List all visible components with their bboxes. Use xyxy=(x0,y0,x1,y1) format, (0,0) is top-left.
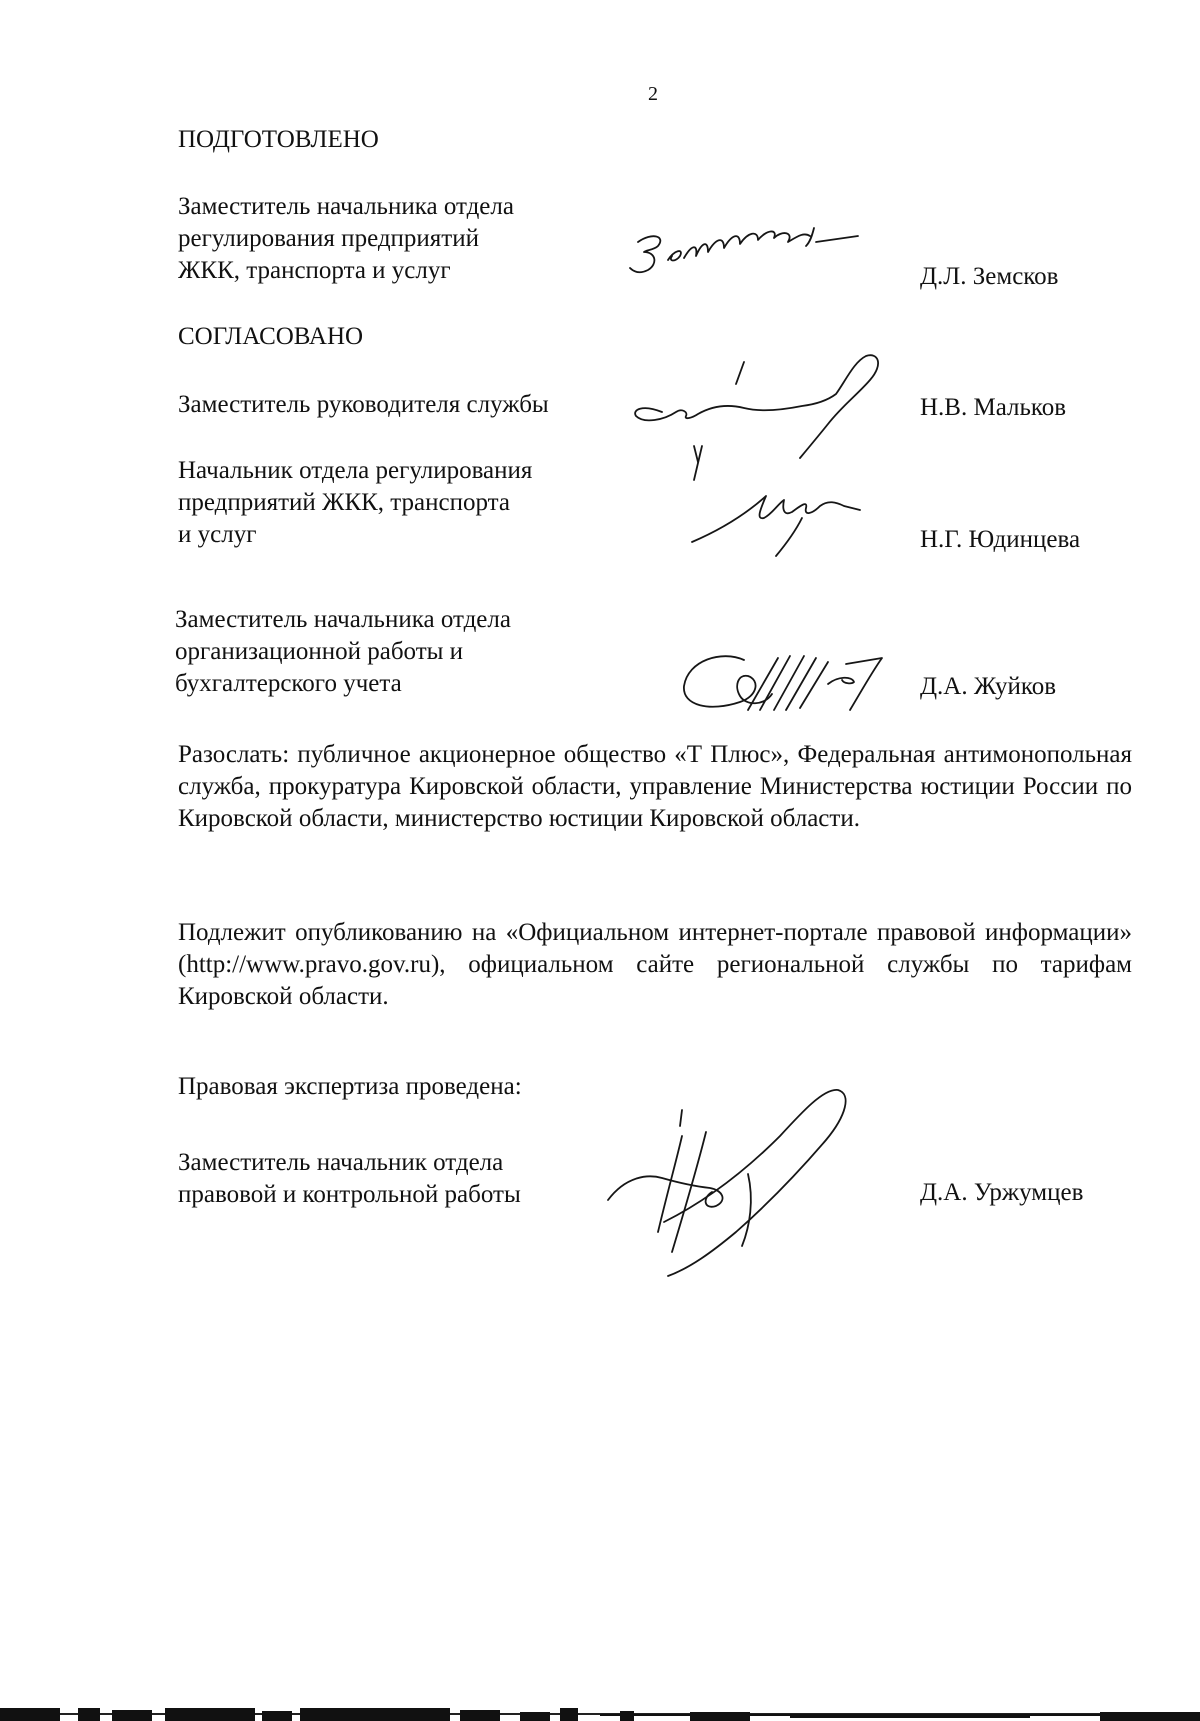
signature-urzhumtsev xyxy=(598,1082,898,1282)
legal-review-position xyxy=(178,1147,521,1211)
position-line: Заместитель начальника отдела xyxy=(178,193,514,220)
signer-3-position xyxy=(175,604,511,700)
position-line: бухгалтерского учета xyxy=(175,670,402,697)
signer-2-name: Н.Г. Юдинцева xyxy=(920,526,1081,553)
position-line: Заместитель руководителя службы xyxy=(178,391,549,418)
signer-3-name: Д.А. Жуйков xyxy=(920,673,1057,700)
signer-1-position xyxy=(178,389,549,421)
legal-review-name: Д.А. Уржумцев xyxy=(920,1179,1084,1206)
position-line: предприятий ЖКК, транспорта xyxy=(178,489,510,516)
position-line: Заместитель начальника отдела xyxy=(175,606,511,633)
scan-edge-artifact xyxy=(0,1708,1200,1721)
position-line: регулирования предприятий xyxy=(178,225,479,252)
legal-review-heading: Правовая экспертиза проведена: xyxy=(178,1073,522,1100)
signature-zhuikov xyxy=(682,650,882,720)
position-line: и услуг xyxy=(178,521,257,548)
signature-yudintseva xyxy=(690,444,870,564)
distribution-paragraph: Разослать: публичное акционерное общество «Т Плюс», Федеральная антимонопольная служба, прокуратура Кировской области, управление Министерства юстиции России по Кировской области, министерство юстиции Кировской области. xyxy=(178,741,1132,832)
publication-paragraph: Подлежит опубликованию на «Официальном интернет-портале правовой информации» (http://www.pravo.gov.ru), официальном сайте региональной службы по тарифам Кировской области. xyxy=(178,919,1132,1010)
position-line: Заместитель начальник отдела xyxy=(178,1149,504,1176)
position-line: Начальник отдела регулирования xyxy=(178,457,533,484)
position-line: ЖКК, транспорта и услуг xyxy=(178,257,451,284)
page-number: 2 xyxy=(648,83,658,105)
prepared-heading: ПОДГОТОВЛЕНО xyxy=(178,126,379,153)
prepared-name: Д.Л. Земсков xyxy=(920,263,1059,290)
signer-1-name: Н.В. Мальков xyxy=(920,394,1067,421)
position-line: правовой и контрольной работы xyxy=(178,1181,521,1208)
signer-2-position xyxy=(178,455,532,551)
position-line: организационной работы и xyxy=(175,638,464,665)
agreed-heading: СОГЛАСОВАНО xyxy=(178,323,364,350)
prepared-position xyxy=(178,191,514,287)
signature-zemskov xyxy=(628,228,898,308)
